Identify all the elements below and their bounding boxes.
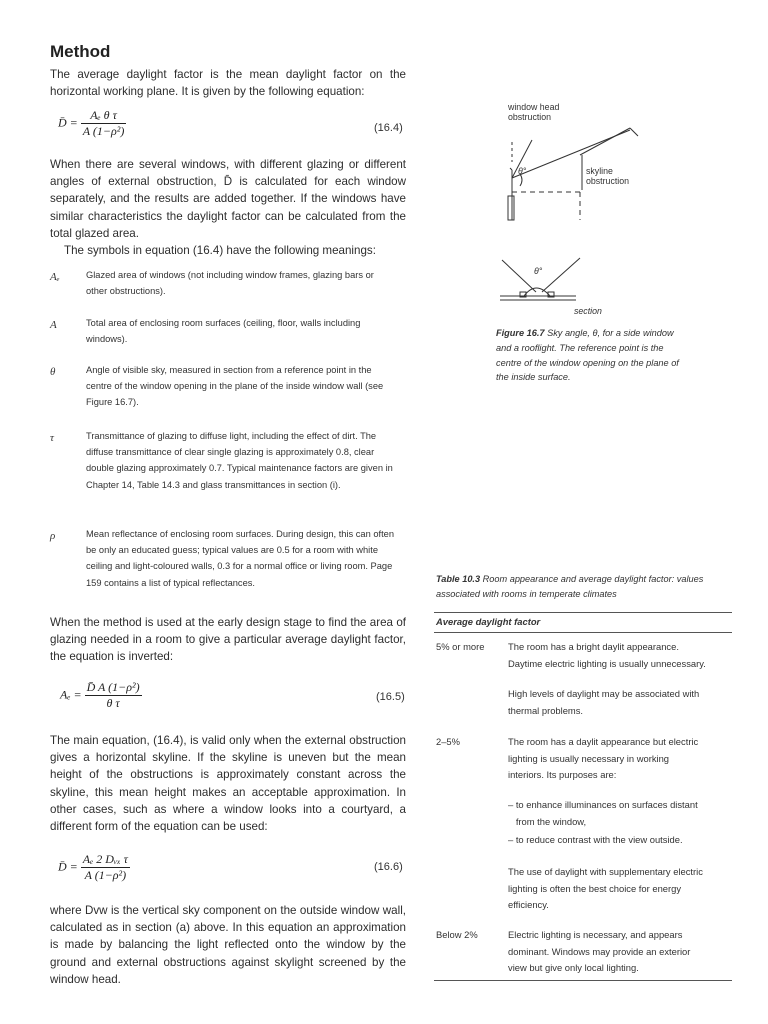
table-line: The room has a daylit appearance but electric — [508, 736, 699, 747]
windows-paragraph: When there are several windows, with different glazing or different angles of external obstruction, D̄ is calculated for each window separately, and the results are added together. If the windows have similar characteristics the daylight factor can be calculated from the total glazed area. — [50, 158, 406, 240]
table-line: The use of daylight with supplementary electric — [508, 866, 703, 877]
main-equation-paragraph: The main equation, (16.4), is valid only when the external obstruction gives a horizontal skyline. If the skyline is uneven but the mean height of the obstructions is approximately constant across the skyline, this mean height makes an acceptable approximation. In other cases, such as where a window looks into a courtyard, a different form of the equation can be used: — [50, 734, 406, 834]
table-row — [508, 927, 730, 977]
label-theta-rooflight: θ° — [534, 266, 543, 276]
table-line: dominant. Windows may provide an exterior — [508, 945, 691, 957]
equation-number: (16.5) — [376, 691, 405, 703]
equation-number: (16.6) — [374, 861, 403, 873]
where-paragraph: where Dvw is the vertical sky component on the outside window wall, calculated as in section (a) above. In this equation an approximation is made by balancing the light reflected onto the window by the ground and external obstructions against skylight screened by the window head. — [50, 904, 406, 986]
figure-16-7-diagram — [490, 100, 660, 320]
intro-paragraph: The average daylight factor is the mean daylight factor on the horizontal working plane. It is given by the following equation: — [50, 68, 406, 99]
eq-lhs: D̄ = — [58, 115, 78, 130]
rooflight-diagram — [500, 258, 580, 300]
table-row — [508, 864, 730, 914]
table-range-below-2: Below 2% — [436, 929, 478, 940]
skyline-roof — [580, 128, 630, 155]
figure-caption-label: Figure 16.7 — [496, 328, 545, 338]
table-line: The room has a bright daylit appearance. — [508, 641, 679, 652]
rooflight-arc — [524, 288, 550, 296]
table-line: lighting is often the best choice for energy — [508, 882, 682, 894]
table-caption-text: Room appearance and average daylight factor: values associated with rooms in temperate climates — [436, 574, 704, 599]
symbol-rho: ρ — [50, 530, 56, 542]
symbol-a-definition: Total area of enclosing room surfaces (ceiling, floor, walls including windows). — [86, 318, 361, 345]
equation-16-4 — [58, 108, 126, 139]
table-row — [508, 639, 730, 672]
label-skyline-obstruction: skyline obstruction — [586, 166, 630, 186]
symbol-a: A — [50, 319, 57, 331]
eq-fraction — [81, 852, 130, 883]
table-line: thermal problems. — [508, 704, 584, 716]
eq-fraction — [81, 108, 127, 139]
label-theta-side: θ° — [518, 166, 527, 176]
table-line: from the window, — [508, 815, 587, 827]
eq-denominator: θ τ — [106, 696, 120, 710]
figure-caption-text: Sky angle, θ, for a side window and a rooflight. The reference point is the centre of the window opening on the plane of the inside surface. — [496, 328, 679, 383]
inverted-paragraph: When the method is used at the early design stage to find the area of glazing needed in a room to give a particular average daylight factor, the equation is inverted: — [50, 616, 406, 664]
table-line: view but give only local lighting. — [508, 962, 639, 973]
table-row — [508, 686, 730, 719]
table-range-5-or-more: 5% or more — [436, 641, 485, 652]
table-line: – to reduce contrast with the view outside. — [508, 834, 683, 845]
symbol-rho-definition: Mean reflectance of enclosing room surfaces. During design, this can often be only an educated guess; typical values are 0.5 for a room with white ceiling and light-coloured walls, 0.3 for a normal office or living room. Page 159 contains a list of typical reflectances. — [86, 529, 394, 588]
eq-fraction — [85, 680, 142, 711]
window-sill — [508, 196, 514, 220]
table-line: High levels of daylight may be associated with — [508, 688, 700, 699]
table-header: Average daylight factor — [436, 616, 541, 627]
table-row — [508, 734, 730, 784]
table-line: – to enhance illuminances on surfaces distant — [508, 799, 698, 810]
symbol-ag-definition: Glazed area of windows (not including window frames, glazing bars or other obstructions). — [86, 270, 374, 297]
symbol-ag: Aₑ — [50, 271, 60, 283]
table-line: lighting is usually necessary in working — [508, 752, 670, 764]
symbol-theta-definition: Angle of visible sky, measured in section from a reference point in the centre of the window opening in the plane of the inside window wall (see Figure 16.7). — [86, 365, 384, 408]
eq-lhs: Aₑ = — [60, 687, 82, 702]
section-heading: Method — [50, 42, 111, 61]
table-caption-label: Table 10.3 — [436, 574, 481, 584]
skyline-roof-end — [630, 128, 638, 136]
eq-numerator: Aₑ 2 Dᵥₓ τ — [82, 852, 128, 866]
table-range-2-5: 2–5% — [436, 736, 460, 747]
table-header-rule — [434, 632, 732, 633]
label-section: section — [574, 306, 602, 316]
symbols-intro: The symbols in equation (16.4) have the following meanings: — [64, 244, 376, 257]
equation-16-5 — [60, 680, 142, 711]
symbol-tau: τ — [50, 432, 54, 444]
table-row — [508, 797, 730, 830]
table-line: interiors. Its purposes are: — [508, 769, 617, 780]
equation-number: (16.4) — [374, 122, 403, 134]
eq-denominator: A (1−ρ²) — [82, 124, 125, 138]
table-caption — [436, 572, 732, 602]
rooflight-ray-right — [542, 258, 580, 292]
symbol-tau-definition: Transmittance of glazing to diffuse light, including the effect of dirt. The diffuse transmittance of clear single glazing is approximately 0.8, clear double glazing approximately 0.7. Typical maintenance factors are given in Chapter 14, Table 14.3 and glass transmittances in section (i). — [86, 431, 393, 490]
eq-lhs: D̄ = — [58, 859, 78, 874]
symbol-theta: θ — [50, 366, 56, 378]
equation-16-6 — [58, 852, 130, 883]
eq-numerator: D̄ A (1−ρ²) — [86, 680, 140, 694]
window-head — [510, 168, 512, 170]
label-window-head: window head obstruction — [508, 102, 560, 122]
eq-numerator: Aₑ θ τ — [81, 108, 127, 124]
eq-denominator: A (1−ρ²) — [84, 868, 127, 882]
table-line: Daytime electric lighting is usually unnecessary. — [508, 657, 706, 669]
rooflight-ray-left — [502, 260, 536, 292]
table-bottom-rule — [434, 980, 732, 981]
table-top-rule — [434, 612, 732, 613]
table-row — [508, 832, 730, 849]
table-line: efficiency. — [508, 899, 549, 910]
figure-caption — [496, 326, 686, 385]
table-line: Electric lighting is necessary, and appears — [508, 929, 683, 940]
